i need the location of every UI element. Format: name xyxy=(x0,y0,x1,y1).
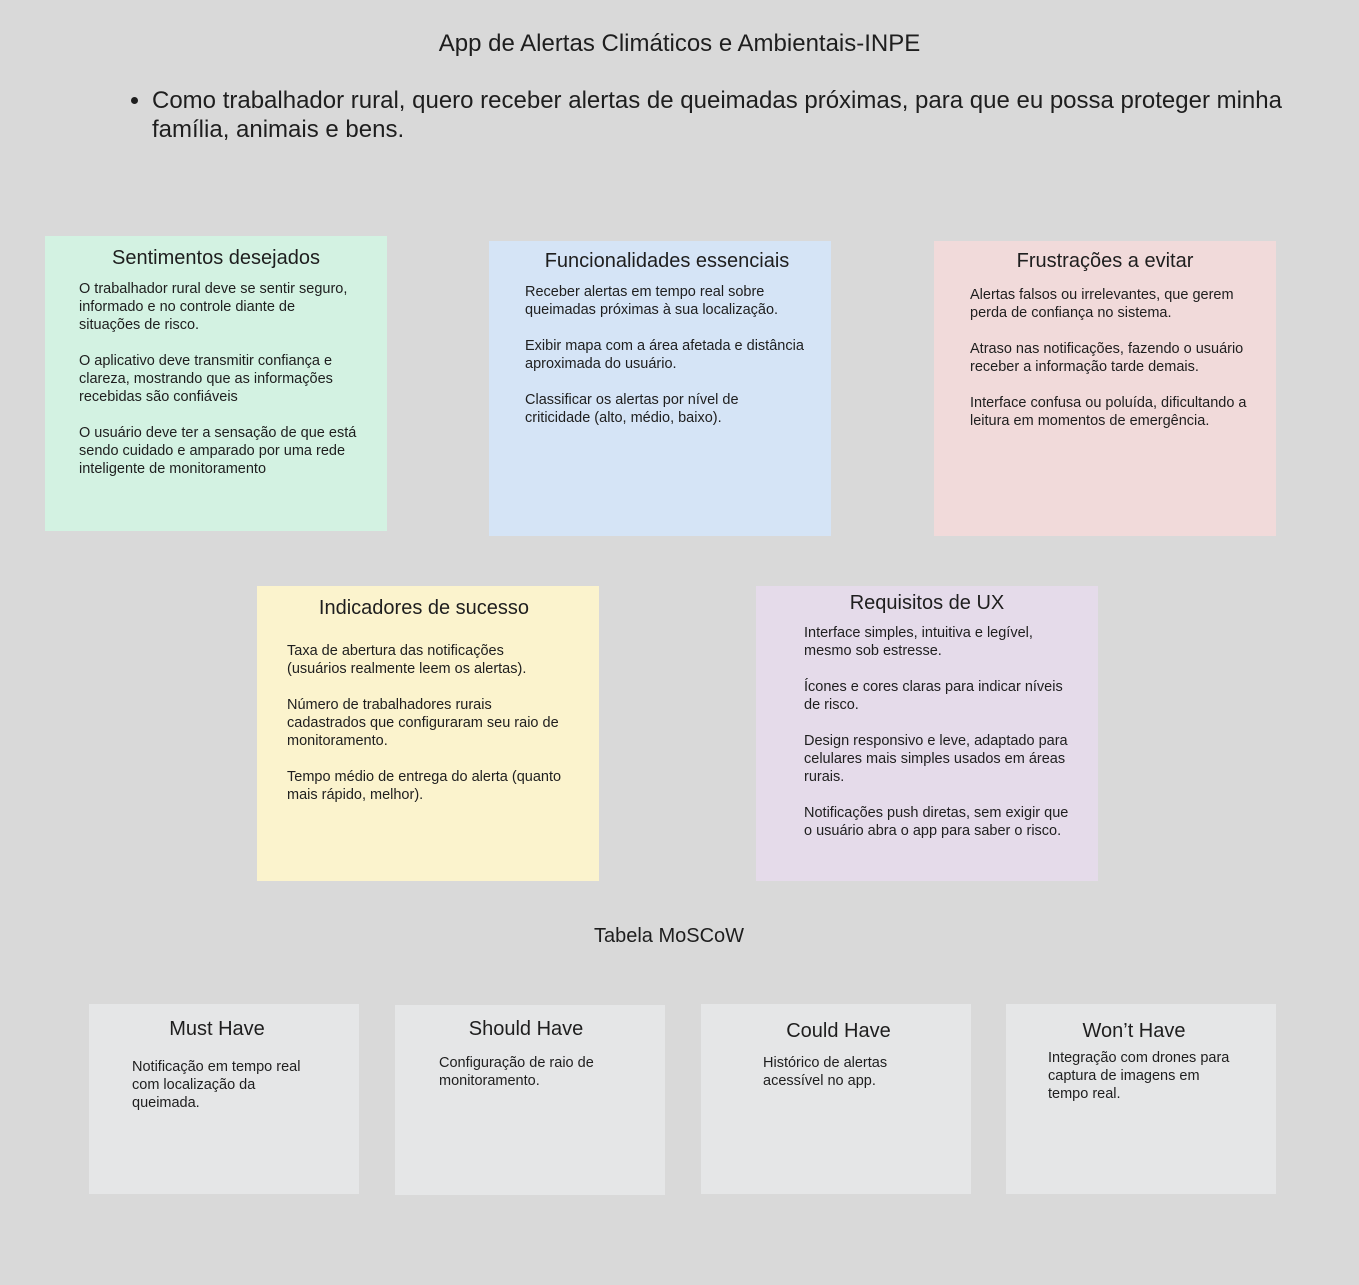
sticky-indicadores-de-sucesso[interactable] xyxy=(257,586,599,881)
moscow-could-have[interactable] xyxy=(701,1004,971,1194)
sticky-title: Funcionalidades essenciais xyxy=(544,250,790,272)
moscow-should-have[interactable] xyxy=(395,1005,665,1195)
sticky-item: O usuário deve ter a sensação de que está sendo cuidado e amparado por uma rede inteligente de monitoramento xyxy=(79,425,357,477)
board-title: App de Alertas Climáticos e Ambientais-INPE xyxy=(438,30,921,57)
sticky-body xyxy=(79,280,359,478)
sticky-title: Requisitos de UX xyxy=(849,592,1005,614)
moscow-card-title: Should Have xyxy=(468,1018,584,1040)
sticky-item: Taxa de abertura das notificações (usuários realmente leem os alertas). xyxy=(287,643,527,677)
sticky-body xyxy=(287,642,567,804)
sticky-title: Sentimentos desejados xyxy=(112,247,320,269)
sticky-sentimentos-desejados[interactable] xyxy=(45,236,387,531)
moscow-card-text: Integração com drones para captura de imagens em tempo real. xyxy=(1048,1050,1230,1102)
sticky-item: Tempo médio de entrega do alerta (quanto mais rápido, melhor). xyxy=(287,769,562,803)
sticky-item: O aplicativo deve transmitir confiança e clareza, mostrando que as informações recebidas são confiáveis xyxy=(79,353,333,405)
sticky-title: Frustrações a evitar xyxy=(1016,250,1194,272)
moscow-card-text: Histórico de alertas acessível no app. xyxy=(763,1055,888,1089)
moscow-card-title: Must Have xyxy=(169,1018,265,1040)
sticky-item: Receber alertas em tempo real sobre queimadas próximas à sua localização. xyxy=(525,284,779,318)
moscow-card-title: Could Have xyxy=(786,1020,891,1042)
sticky-item: Notificações push diretas, sem exigir que o usuário abra o app para saber o risco. xyxy=(804,805,1069,839)
moscow-title: Tabela MoSCoW xyxy=(593,925,745,947)
moscow-card-text: Configuração de raio de monitoramento. xyxy=(439,1055,594,1089)
sticky-item: Ícones e cores claras para indicar níveis de risco. xyxy=(804,679,1063,713)
sticky-item: Design responsivo e leve, adaptado para celulares mais simples usados em áreas rurais. xyxy=(804,733,1068,785)
sticky-item: Alertas falsos ou irrelevantes, que gerem perda de confiança no sistema. xyxy=(970,287,1234,321)
sticky-body xyxy=(970,286,1250,430)
sticky-item: Número de trabalhadores rurais cadastrados que configuraram seu raio de monitoramento. xyxy=(287,697,559,749)
sticky-body xyxy=(525,283,805,427)
sticky-item: Classificar os alertas por nível de criticidade (alto, médio, baixo). xyxy=(525,392,739,426)
user-story-list xyxy=(130,86,1312,144)
moscow-wont-have[interactable] xyxy=(1006,1004,1276,1194)
sticky-item: Exibir mapa com a área afetada e distância aproximada do usuário. xyxy=(525,338,804,372)
sticky-frustracoes-a-evitar[interactable] xyxy=(934,241,1276,536)
sticky-body xyxy=(804,624,1074,840)
sticky-item: Interface confusa ou poluída, dificultando a leitura em momentos de emergência. xyxy=(970,395,1247,429)
sticky-funcionalidades-essenciais[interactable] xyxy=(489,241,831,536)
moscow-must-have[interactable] xyxy=(89,1004,359,1194)
user-story: • Como trabalhador rural, quero receber alertas de queimadas próximas, para que eu possa proteger minha família, animais e bens. xyxy=(152,86,1312,144)
sticky-title: Indicadores de sucesso xyxy=(318,597,530,619)
sticky-item: Atraso nas notificações, fazendo o usuário receber a informação tarde demais. xyxy=(970,341,1244,375)
sticky-requisitos-de-ux[interactable] xyxy=(756,586,1098,881)
moscow-card-text: Notificação em tempo real com localização da queimada. xyxy=(132,1059,301,1111)
sticky-item: O trabalhador rural deve se sentir seguro, informado e no controle diante de situações de risco. xyxy=(79,281,348,333)
sticky-item: Interface simples, intuitiva e legível, mesmo sob estresse. xyxy=(804,625,1033,659)
moscow-card-title: Won’t Have xyxy=(1082,1020,1186,1042)
